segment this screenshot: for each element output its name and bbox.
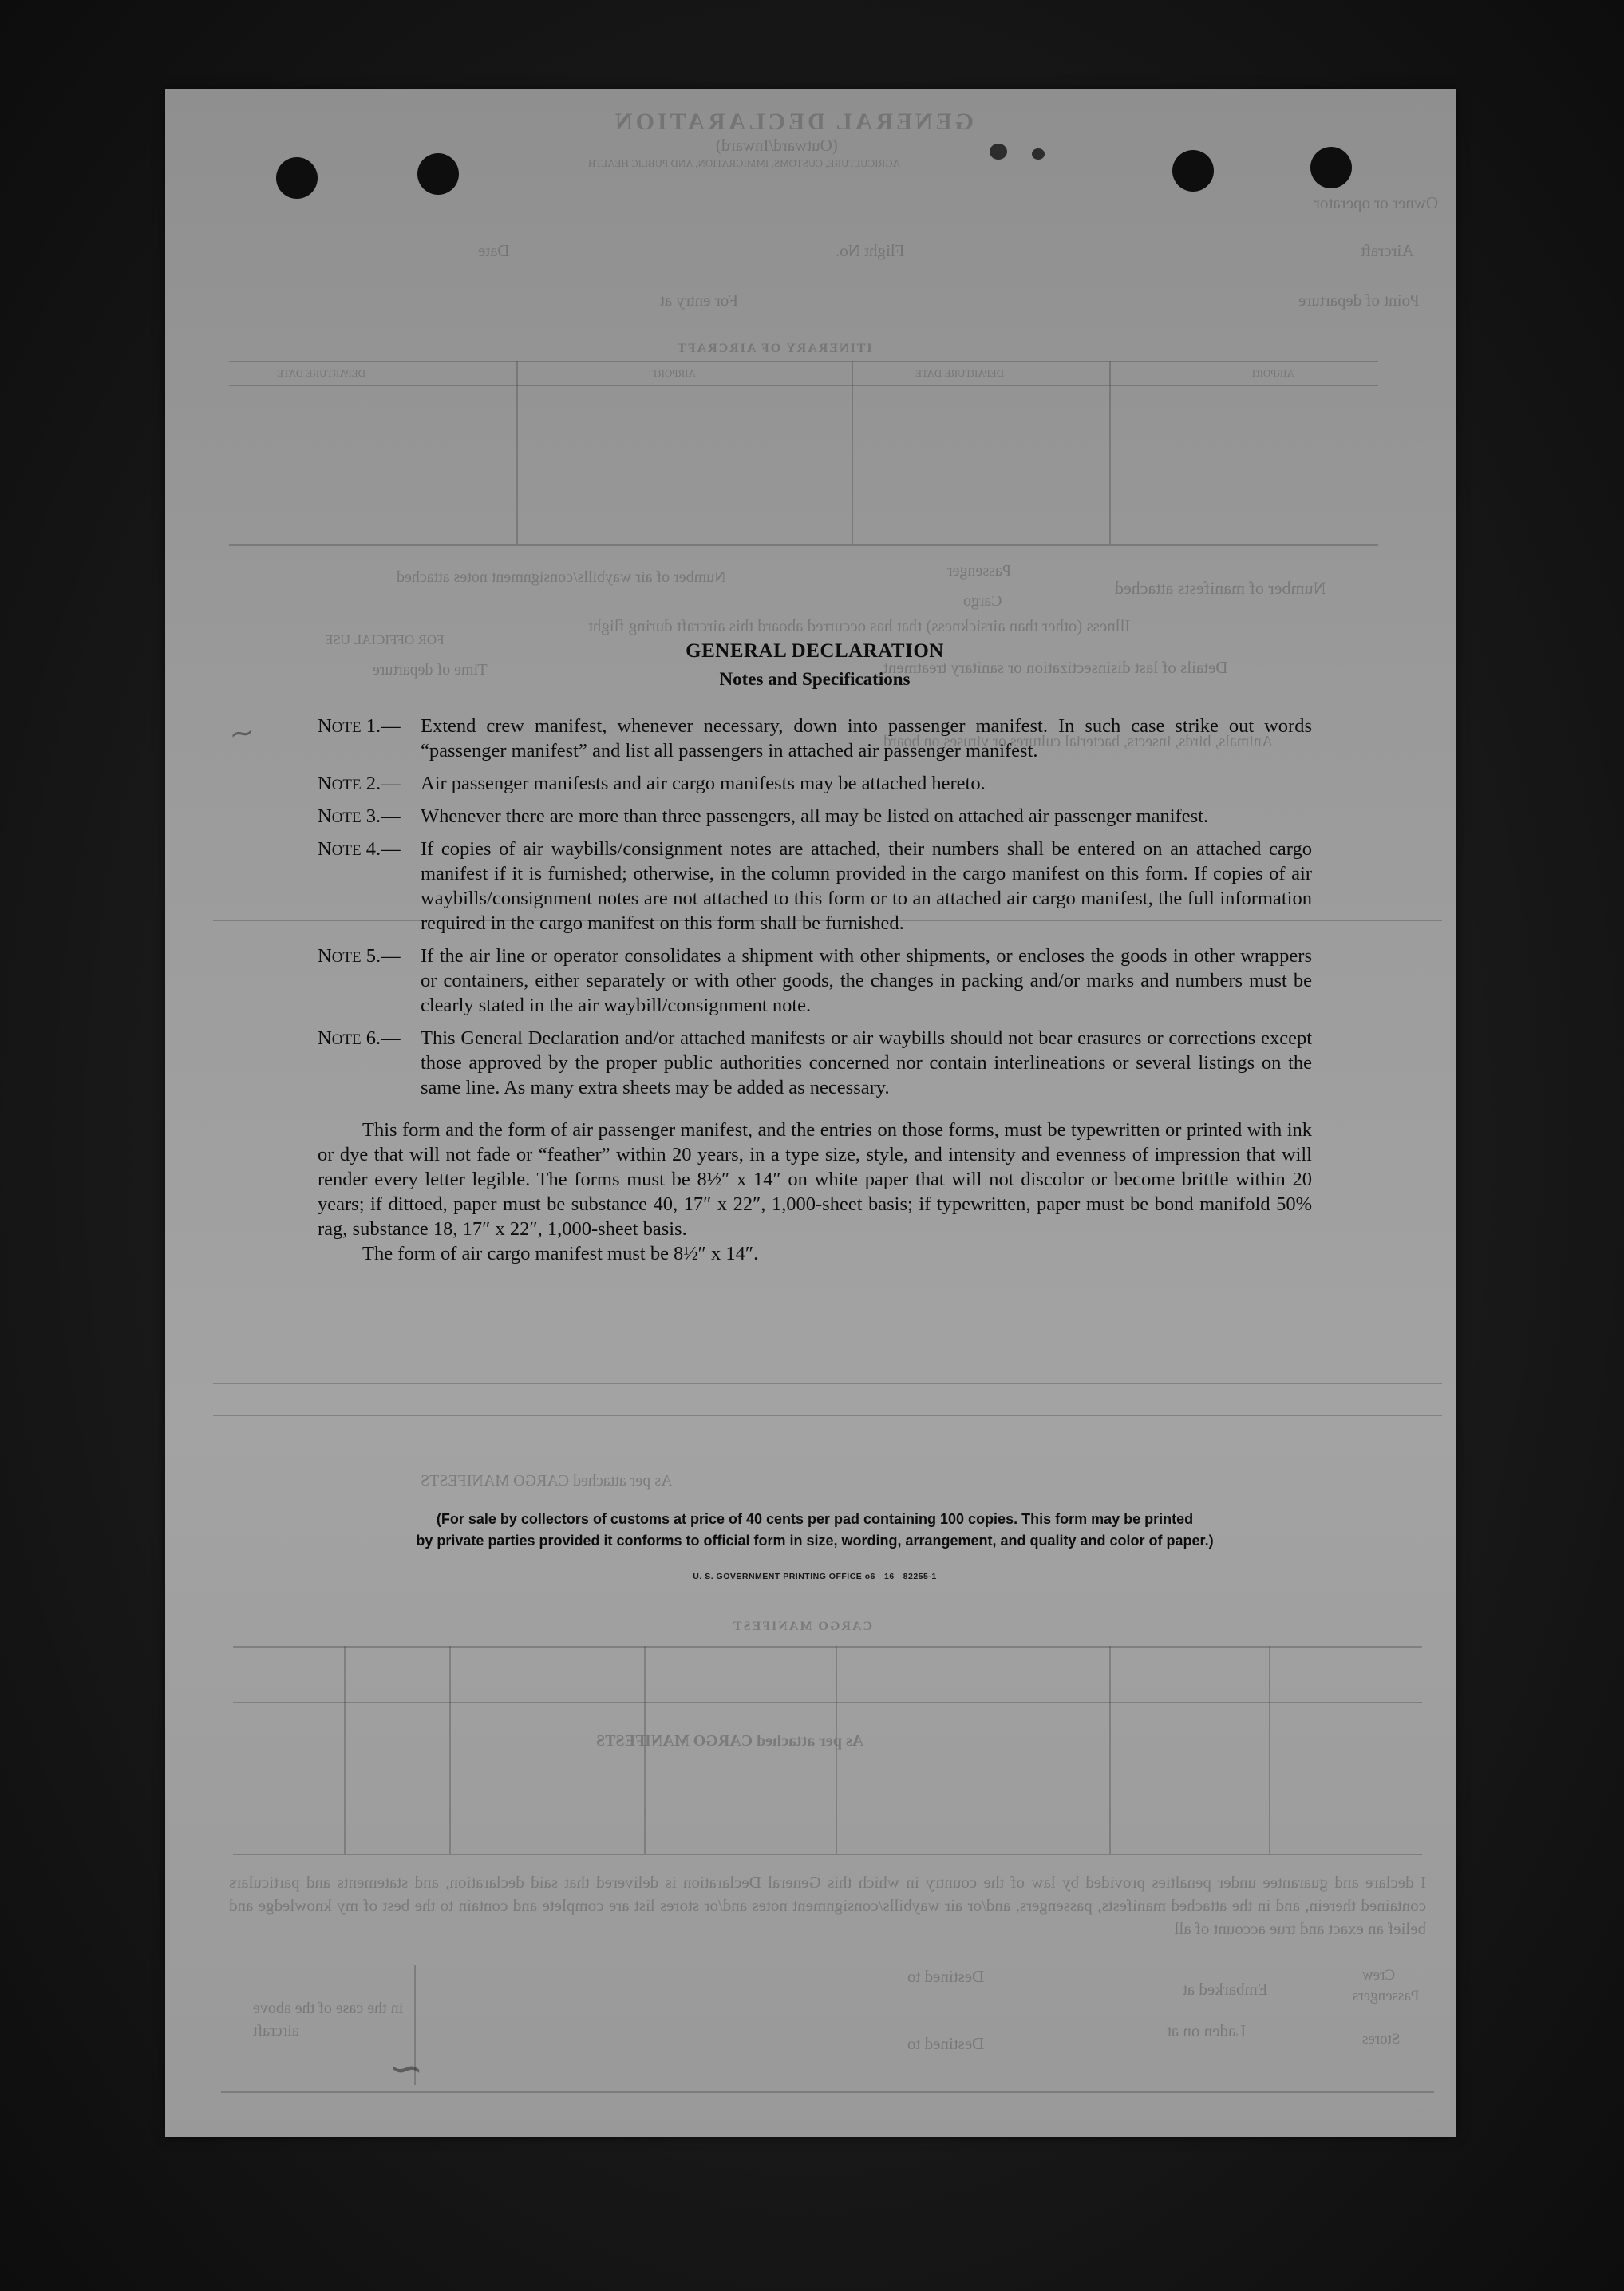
ghost-rule (213, 1383, 1442, 1384)
sale-notice-line-1: (For sale by collectors of customs at price of 40 cents per pad containing 100 copies. This form may be printed (436, 1511, 1194, 1527)
ghost-as-per-attached-2: As per attached CARGO MANIFESTS (596, 1732, 864, 1750)
ghost-vrule (344, 1646, 346, 1854)
note-label: NOTE 2.— (318, 773, 401, 794)
note-label: NOTE 5.— (318, 945, 401, 967)
printing-office-line: U. S. GOVERNMENT PRINTING OFFICE o6—16—82255-1 (693, 1572, 937, 1581)
sale-notice (318, 1509, 1312, 1552)
note-5 (318, 944, 1312, 1018)
ghost-laden-label: Laden on at (1167, 2021, 1247, 2040)
punch-hole-2 (417, 153, 459, 195)
ghost-col-airport: AIRPORT (1251, 367, 1294, 379)
ghost-itinerary-label: ITINERARY OF AIRCRAFT (676, 342, 872, 355)
ghost-vrule (1109, 1646, 1111, 1854)
ghost-owner-label: Owner or operator (1314, 193, 1439, 212)
note-text: If copies of air waybills/consignment notes are attached, their numbers shall be entered on an attached cargo manifest if it is furnished; otherwise, in the column provided in the cargo manifest on this form. If copies of air waybills/consignment notes are not attached to this form or to an attached air cargo manifest, the full information required in the cargo manifest on this form shall be furnished. (421, 838, 1312, 934)
ghost-col-airport-2: AIRPORT (652, 367, 696, 379)
note-text: If the air line or operator consolidates a shipment with other shipments, or encloses the goods in other wrappers or containers, either separately or with other goods, the changes in packing and/or marks and numbers must be clearly stated in the air waybill/consignment note. (421, 945, 1312, 1016)
ghost-destined-label-2: Destined to (907, 2034, 985, 2053)
ghost-waybills-label: Number of air waybills/consignment notes attached (397, 568, 726, 586)
ghost-embarked-label: Embarked at (1183, 1980, 1268, 1999)
ghost-rule (229, 361, 1378, 362)
ghost-as-per-attached-1: As per attached CARGO MANIFESTS (421, 1472, 673, 1490)
ink-smudge (990, 144, 1007, 160)
notes-block (318, 639, 1312, 1266)
note-text: This General Declaration and/or attached manifests or air waybills should not bear erasures or corrections except those approved by the proper public authorities concerned nor contain interlineations or several listings on the same line. As many extra sheets may be added as necessary. (421, 1027, 1312, 1098)
note-4 (318, 837, 1312, 936)
ghost-date-label: Date (478, 241, 510, 260)
note-label: NOTE 6.— (318, 1027, 401, 1049)
ghost-animals-label: Animals, birds, insects, bacterial cultures or viruses on board (883, 733, 1274, 750)
ghost-rule (229, 385, 1378, 386)
ghost-manifests-label: Number of manifests attached (1115, 578, 1326, 598)
ghost-departure-label: Point of departure (1298, 291, 1420, 310)
ghost-passengers-label: Passengers (1353, 1988, 1420, 2004)
ghost-illness-label: Illness (other than airsickness) that has occurred aboard this aircraft during flight (588, 616, 1131, 635)
ghost-vrule (1109, 361, 1111, 544)
document-subtitle: Notes and Specifications (719, 669, 911, 689)
ghost-vrule (449, 1646, 451, 1854)
ghost-disinsect-label: Details of last disinsectization or sanitary treatment (883, 658, 1228, 677)
punch-hole-1 (276, 157, 318, 199)
ghost-col-departure-date: DEPARTURE DATE (915, 367, 1005, 379)
punch-hole-4 (1310, 147, 1352, 188)
ghost-official-use: FOR OFFICIAL USE (325, 632, 445, 647)
specifications-paragraph: This form and the form of air passenger manifest, and the entries on those forms, must be typewritten or printed with ink or dye that will not fade or “feather” within 20 years, in a type size, style, and intensity and evenness of impression that will render every letter legible. The forms must be 8½″ x 14″ on white paper that will not discolor or become brittle within 20 years; if dittoed, paper must be substance 40, 17″ x 22″, 1,000-sheet basis; if typewritten, paper must be bond manifold 50% rag, substance 18, 17″ x 22″, 1,000-sheet basis. (318, 1119, 1312, 1240)
ghost-rule (233, 1702, 1422, 1703)
ghost-header-sub: (Outward/Inward) (716, 136, 838, 155)
ghost-header-title: GENERAL DECLARATION (612, 109, 974, 135)
note-3 (318, 804, 1312, 829)
ghost-vrule (1269, 1646, 1270, 1854)
ghost-handwriting: ~ (227, 713, 257, 753)
ghost-flight-label: Flight No. (836, 241, 905, 260)
note-label: NOTE 3.— (318, 805, 401, 827)
ghost-col-departure-date-2: DEPARTURE DATE (277, 367, 366, 379)
ghost-crew-label: Crew (1362, 1967, 1396, 1984)
cargo-manifest-size-line: The form of air cargo manifest must be 8½″ x 14″. (362, 1243, 759, 1264)
ghost-header-agri: AGRICULTURE, CUSTOMS, IMMIGRATION, AND PUBLIC HEALTH (588, 157, 900, 169)
note-label: NOTE 1.— (318, 715, 401, 737)
ghost-in-case-label: in the case of the above aircraft (253, 2000, 404, 2040)
note-text: Air passenger manifests and air cargo manifests may be attached hereto. (421, 773, 986, 794)
document-title: GENERAL DECLARATION (686, 640, 944, 662)
ghost-time-departure: Time of departure (373, 661, 488, 679)
note-1 (318, 714, 1312, 763)
ghost-passenger-label: Passenger (947, 562, 1011, 580)
ghost-aircraft-label: Aircraft (1361, 241, 1414, 260)
ghost-vrule (852, 361, 853, 544)
note-text: Whenever there are more than three passengers, all may be listed on attached air passenger manifest. (421, 805, 1209, 827)
ghost-signature: ~ (389, 2045, 424, 2093)
ghost-declare-text: I declare and guarantee under penalties provided by law of the country in which this General Declaration is delivered that said declaration, and statements and particulars contained therein, and in the attached manifests, passengers, and/or air waybills/consignment notes and/or stores list are complete and contain to the best of my knowledge and belief an exact and true account of all (229, 1873, 1426, 1938)
note-label: NOTE 4.— (318, 838, 401, 860)
ghost-entry-label: For entry at (660, 291, 738, 310)
ghost-rule (233, 1646, 1422, 1648)
ghost-destined-label: Destined to (907, 1967, 985, 1986)
note-2 (318, 771, 1312, 796)
punch-hole-3 (1172, 150, 1214, 192)
ghost-stores-label: Stores (1362, 2031, 1401, 2048)
ghost-vrule (516, 361, 518, 544)
ink-smudge (1032, 148, 1045, 160)
sale-notice-line-2: by private parties provided it conforms to official form in size, wording, arrangement, and quality and color of paper.) (416, 1533, 1214, 1549)
ghost-cargo-label: Cargo (963, 592, 1002, 610)
ghost-rule (233, 1854, 1422, 1855)
ghost-rule (213, 1415, 1442, 1416)
ghost-cargo-manifest: CARGO MANIFEST (732, 1620, 873, 1633)
ghost-rule (229, 544, 1378, 546)
note-6 (318, 1026, 1312, 1100)
note-text: Extend crew manifest, whenever necessary, down into passenger manifest. In such case strike out words “passenger manifest” and list all passengers in attached air passenger manifest. (421, 715, 1312, 762)
